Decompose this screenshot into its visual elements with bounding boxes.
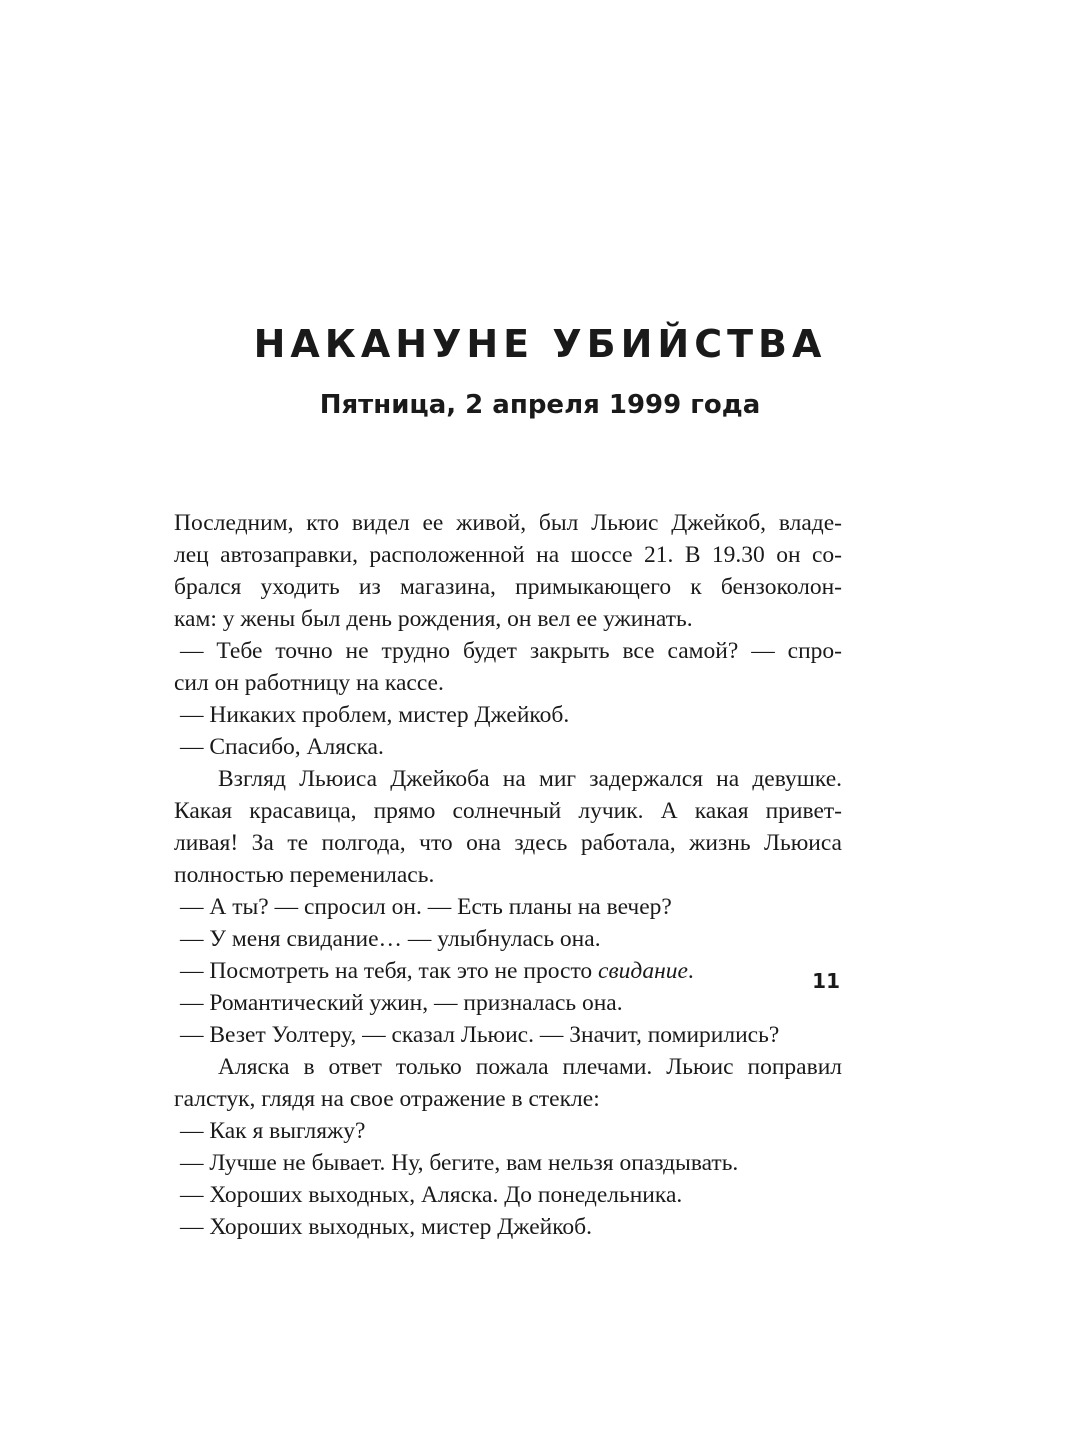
dialog-line: — Как я выгляжу? — [180, 1118, 366, 1144]
dialog-line: — Лучше не бывает. Ну, бегите, вам нельзя опаздывать. — [180, 1150, 739, 1176]
text-line: Последним, кто видел ее живой, был Льюис Джейкоб, владе- — [174, 510, 842, 536]
dialog-line: — Хороших выходных, мистер Джейкоб. — [180, 1214, 593, 1240]
page-number: 11 — [812, 969, 840, 993]
dialog-text: — Посмотреть на тебя, так это не просто — [180, 958, 599, 984]
emphasis-word: свидание — [598, 958, 688, 984]
text-line: Аляска в ответ только пожала плечами. Льюис поправил — [218, 1054, 842, 1080]
text-line: ливая! За те полгода, что она здесь работала, жизнь Льюиса — [174, 830, 842, 856]
dialog-line: — Везет Уолтеру, — сказал Льюис. — Значит, помирились? — [180, 1022, 780, 1048]
text-line: Взгляд Льюиса Джейкоба на миг задержался на девушке. — [218, 766, 842, 792]
dialog-line: — Никаких проблем, мистер Джейкоб. — [180, 702, 570, 728]
dialog-line: — У меня свидание… — улыбнулась она. — [180, 926, 601, 952]
text-line: галстук, глядя на свое отражение в стекле: — [174, 1086, 600, 1112]
body-text — [174, 507, 842, 1243]
text-line: сил он работницу на кассе. — [174, 670, 444, 696]
text-line: лец автозаправки, расположенной на шоссе 21. В 19.30 он со- — [174, 542, 842, 568]
dialog-line: — А ты? — спросил он. — Есть планы на вечер? — [180, 894, 672, 920]
text-line: полностью переменилась. — [174, 862, 435, 888]
dialog-line — [174, 955, 842, 987]
text-line: брался уходить из магазина, примыкающего к бензоколон- — [174, 574, 842, 600]
chapter-title: НАКАНУНЕ УБИЙСТВА — [253, 322, 827, 366]
dialog-line: — Романтический ужин, — призналась она. — [180, 990, 623, 1016]
dialog-line: — Спасибо, Аляска. — [180, 734, 384, 760]
dialog-text-end: . — [687, 958, 694, 984]
text-line: Какая красавица, прямо солнечный лучик. А какая привет- — [174, 798, 842, 824]
dialog-line: — Хороших выходных, Аляска. До понедельника. — [180, 1182, 683, 1208]
text-line: кам: у жены был день рождения, он вел ее ужинать. — [174, 606, 693, 632]
chapter-date: Пятница, 2 апреля 1999 года — [319, 390, 761, 420]
dialog-line: — Тебе точно не трудно будет закрыть все самой? — спро- — [180, 638, 842, 664]
